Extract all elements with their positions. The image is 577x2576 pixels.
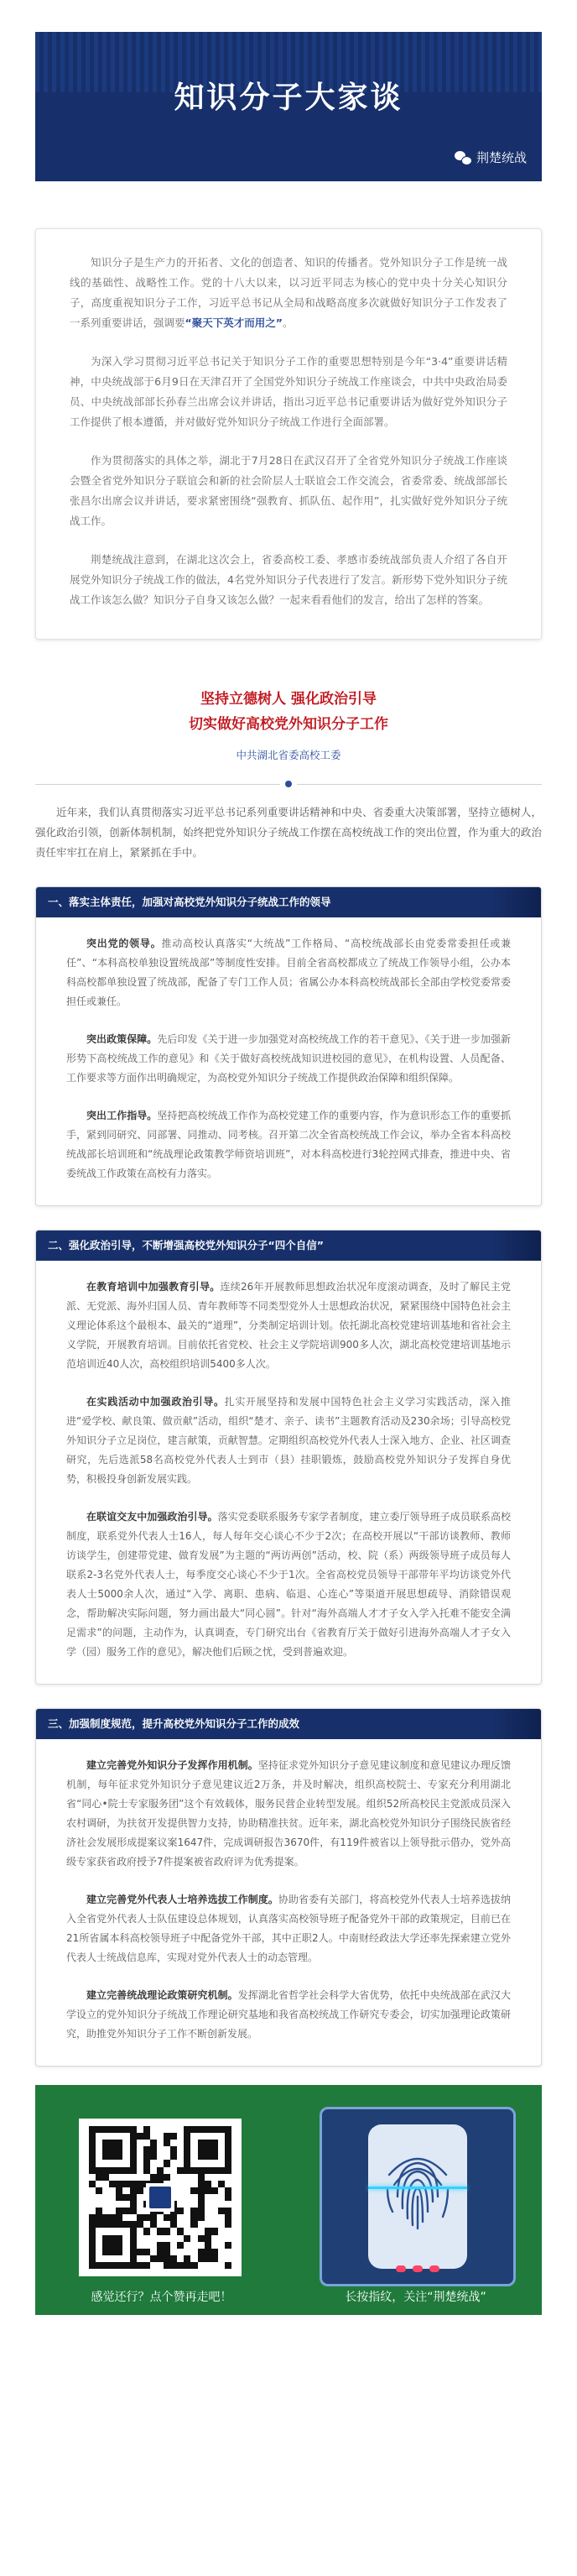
article-title-line-2: 切实做好高校党外知识分子工作	[189, 716, 388, 733]
section-body	[36, 1739, 541, 2066]
header-banner	[35, 32, 542, 181]
paragraph-lead: 在实践活动中加强政治引导。	[86, 1396, 225, 1408]
scanner-screen	[368, 2124, 467, 2269]
follow-prompt: 长按指纹，关注“荆楚统战”	[345, 2291, 486, 2304]
follow-footer	[35, 2085, 542, 2315]
like-prompt: 感觉还行？点个赞再走吧！	[91, 2291, 232, 2304]
banner-wrap	[0, 0, 577, 181]
fingerprint-panel	[289, 2085, 542, 2315]
paragraph-lead: 建立完善党外知识分子发挥作用机制。	[86, 1759, 258, 1771]
paragraph-lead: 建立完善统战理论政策研究机制。	[86, 1989, 238, 2001]
section-header: 一、落实主体责任，加强对高校党外知识分子统战工作的领导	[36, 887, 541, 917]
section-paragraph: 在联谊交友中加强政治引导。落实党委联系服务专家学者制度，建立委厅领导班子成员联系高校制度，联系党外代表人士16人，每人每年交心谈心不少于2次；在高校开展以“干部访谈教师、教师访谈学生，创建带党建、做育发展”为主题的“两访两创”活动，校、院（系）两级领导班子成员每人联系2-3名党外代表人士，每季度交心谈心不少于1次。全省高校党员领导干部带年平均访谈党外代表人士5000余人次，通过“入学、离职、患病、临退、心连心”等渠道开展思想疏导、消除错误观念，帮助解决实际问题，努力画出最大“同心圆”。针对“海外高端人才才子女入学入托难不能安全满足需求”的问题，主动作为，认真调查，专门研究出台《省教育厅关于做好引进海外高端人才子女入学（园）服务工作的意见》，解决他们后顾之忧，受到普遍欢迎。	[66, 1511, 511, 1658]
scan-line	[368, 2187, 467, 2189]
section-body	[36, 1261, 541, 1684]
paragraph-lead: 突出政策保障。	[86, 1033, 158, 1045]
article-author: 中共湖北省委高校工委	[236, 749, 341, 761]
qr-logo-icon	[146, 2183, 174, 2212]
section-paragraph: 建立完善党外知识分子发挥作用机制。坚持征求党外知识分子意见建议制度和意见建议办理反馈机制，每年征求党外知识分子意见建议近2万条，并及时解决，组织高校院士、专家充分利用湖北省“同心•院士专家服务团”这个有效载体，服务民营企业转型发展。组织52所高校民主党派成员深入农村调研，为扶贫开发提供智力支持，协助精准扶贫。近年来，湖北高校党外知识分子围绕民族省经济社会发展形成提案议案1647件，完成调研报告3670件，有119件被省以上领导批示借办，党外高级专家获省政府授予7件提案被省政府评为优秀提案。	[66, 1759, 511, 1868]
section-paragraph: 建立完善党外代表人士培养选拔工作制度。协助省委有关部门，将高校党外代表人士培养选拔纳入全省党外代表人士队伍建设总体规划，认真落实高校领导班子配备党外干部的政策规定，目前已在21所省属本科高校领导班子中配备党外干部，其中正职2人。中南财经政法大学还率先探索建立党外代表人士统战信息库，实现对党外代表人士的动态管理。	[66, 1894, 511, 1963]
paragraph-lead: 突出党的领导。	[86, 938, 162, 949]
article-heading	[0, 687, 577, 762]
qr-code-icon[interactable]	[79, 2119, 242, 2276]
section-header: 三、加强制度规范，提升高校党外知识分子工作的成效	[36, 1709, 541, 1739]
section-card-2	[35, 1230, 542, 1685]
section-paragraph: 突出工作指导。坚持把高校统战工作作为高校党建工作的重要内容，作为意识形态工作的重要抓手，紧到同研究、同部署、同推动、同考核。召开第二次全省高校统战工作会议，举办全省本科高校统战部长培训班和“统战理论政策教学师资培训班”，对本科高校进行3轮控网式排查，推进中央、省委统战工作政策在高校有力落实。	[66, 1110, 511, 1179]
footer-wrap	[0, 2085, 577, 2315]
paragraph-lead: 突出工作指导。	[86, 1110, 158, 1121]
article-lead	[0, 802, 577, 863]
lead-paragraph: 近年来，我们认真贯彻落实习近平总书记系列重要讲话精神和中央、省委重大决策部署，坚持立德树人，强化政治引领，创新体制机制，始终把党外知识分子统战工作摆在高校统战工作的突出位置，作为重大的政治责任牢牢扛在肩上，紧紧抓在手中。	[35, 806, 542, 859]
brand-name: 荆楚统战	[476, 150, 527, 165]
highlight-quote: “聚天下英才而用之”	[185, 316, 283, 329]
intro-paragraph: 作为贯彻落实的具体之举，湖北于7月28日在武汉召开了全省党外知识分子统战工作座谈会暨全省党外知识分子联谊会和新的社会阶层人士联谊会工作交流会，省委常委、统战部部长张昌尔出席会议并讲话，要求紧密围绕“强教育、抓队伍、起作用”，扎实做好党外知识分子统战工作。	[70, 454, 507, 527]
divider	[35, 781, 542, 787]
section-paragraph: 在教育培训中加强教育引导。连续26年开展教师思想政治状况年度滚动调查，及时了解民主党派、无党派、海外归国人员、青年教师等不同类型党外人士思想政治状况，紧紧围绕中国特色社会主义理论体系这个最根本、最关的“道理”，分类制定培训计划。依托湖北高校党建培训基地和省社会主义学院，开展教育培训。目前依托省党校、社会主义学院培训900多人次，湖北高校党建培训基地示范培训近40人次，高校组织培训5400多人次。	[66, 1281, 512, 1370]
section-paragraph: 突出政策保障。先后印发《关于进一步加强党对高校统战工作的若干意见》、《关于进一步加强新形势下高校统战工作的意见》和《关于做好高校统战知识进校园的意见》，在机构设置、人员配备、工作要求等方面作出明确规定，为高校党外知识分子统战工作提供政治保障和组织保障。	[66, 1033, 511, 1084]
section-header: 二、强化政治引导，不断增强高校党外知识分子“四个自信”	[36, 1231, 541, 1261]
article-title-line-1: 坚持立德树人 强化政治引导	[200, 691, 377, 708]
intro-paragraph: 为深入学习贯彻习近平总书记关于知识分子工作的重要思想特别是今年“3·4”重要讲话精神，中央统战部于6月9日在天津召开了全国党外知识分子统战工作座谈会，中共中央政治局委员、中央统战部部长孙春兰出席会议并讲话，指出习近平总书记重要讲话为做好党外知识分子工作提供了根本遵循，并对做好党外知识分子统战工作进行全面部署。	[70, 355, 507, 428]
paragraph-lead: 在教育培训中加强教育引导。	[86, 1281, 221, 1293]
section-card-1	[35, 886, 542, 1206]
qr-panel	[35, 2085, 288, 2315]
section-paragraph: 突出党的领导。推动高校认真落实“大统战”工作格局、“高校统战部长由党委常委担任或兼任”、“本科高校单独设置统战部”等制度性安排。目前全省高校都成立了统战工作领导小组，公办本科高校都单独设置了统战部，配备了专门工作人员；省属公办本科高校统战部长全部由学校党委常委担任或兼任。	[66, 938, 511, 1007]
brand-badge	[455, 149, 527, 166]
indicator-lights	[322, 2265, 513, 2272]
section-paragraph: 建立完善统战理论政策研究机制。发挥湖北省哲学社会科学大省优势，依托中央统战部在武汉大学设立的党外知识分子统战工作理论研究基地和我省高校统战工作研究专委会，切实加强理论政策研究，助推党外知识分子工作不断创新发展。	[66, 1989, 511, 2040]
section-body	[36, 917, 541, 1205]
intro-paragraph: 知识分子是生产力的开拓者、文化的创造者、知识的传播者。党外知识分子工作是统一战线的基础性、战略性工作。党的十八大以来，以习近平同志为核心的党中央十分关心知识分子，高度重视知识分子工作，习近平总书记从全局和战略高度多次就做好知识分子工作发表了一系列重要讲话，强调要“聚天下英才而用之”。	[70, 256, 507, 329]
wechat-icon	[455, 151, 471, 165]
section-card-3	[35, 1708, 542, 2067]
section-paragraph: 在实践活动中加强政治引导。扎实开展坚持和发展中国特色社会主义学习实践活动，深入推进“爱学校、献良策、做贡献”活动，组织“楚才、亲子、读书”主题教育活动及230余场；引导高校党外知识分子立足岗位，建言献策，贡献智慧。定期组织高校党外代表人士深入地方、企业、社区调查研究，先后选派58名高校党外代表人士到市（县）挂职锻炼，鼓励高校党外知识分子发挥自身优势，积极投身创新发展实践。	[66, 1396, 511, 1485]
fingerprint-scanner[interactable]	[320, 2107, 516, 2286]
divider-dot-icon	[285, 781, 292, 787]
banner-title: 知识分子大家谈	[174, 81, 403, 115]
intro-paragraph: 荆楚统战注意到，在湖北这次会上，省委高校工委、孝感市委统战部负责人介绍了各自开展党外知识分子统战工作的做法，4名党外知识分子代表进行了发言。新形势下党外知识分子统战工作该怎么做？知识分子自身又该怎么做？一起来看看他们的发言，给出了怎样的答案。	[70, 553, 507, 606]
paragraph-lead: 建立完善党外代表人士培养选拔工作制度。	[86, 1894, 278, 1905]
paragraph-lead: 在联谊交友中加强政治引导。	[86, 1511, 218, 1523]
intro-card	[35, 228, 542, 640]
